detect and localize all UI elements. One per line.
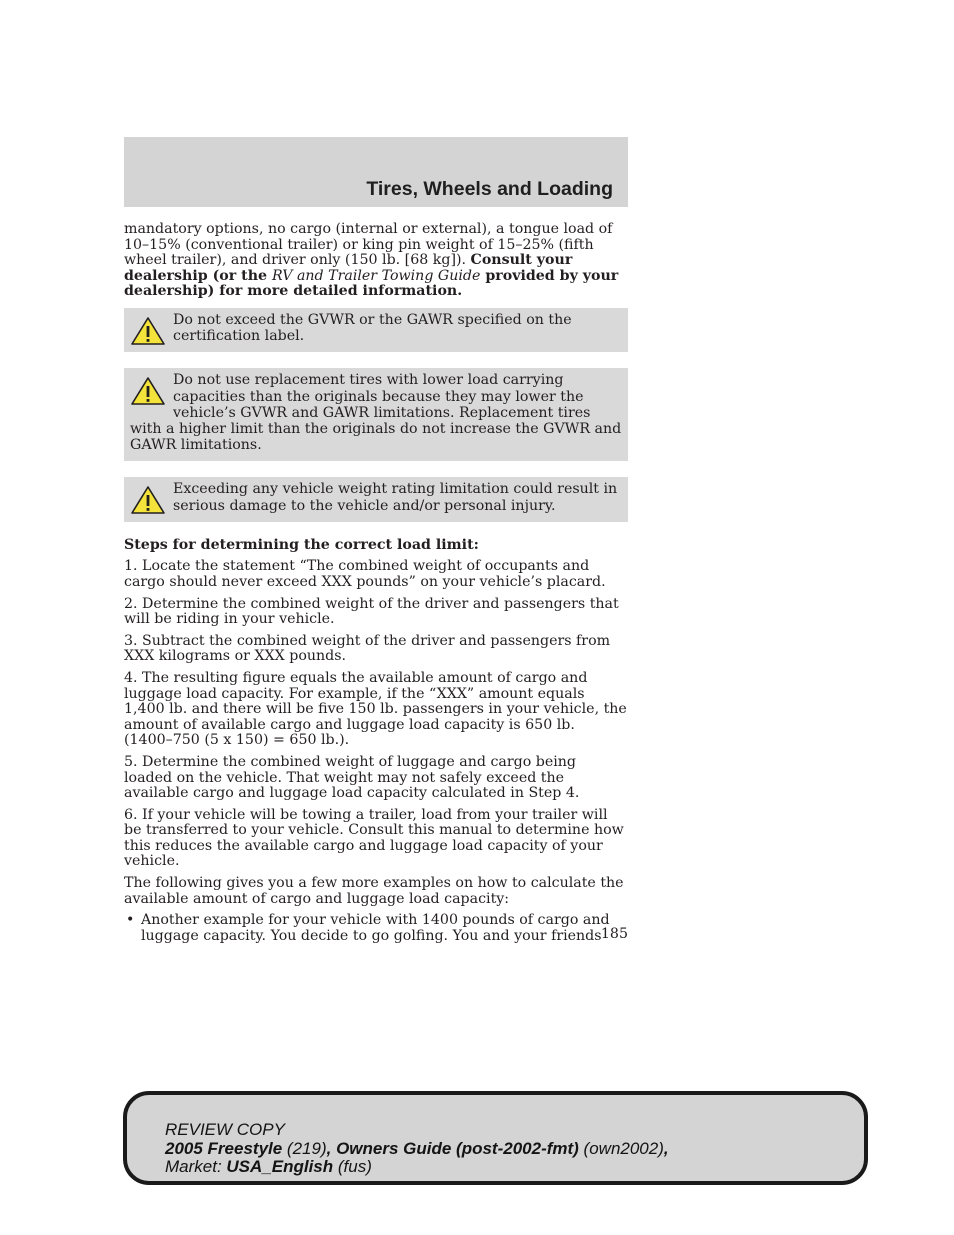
step-6: 6. If your vehicle will be towing a trailer, load from your trailer will be transferred to your vehicle. Consult this manual to determine how this reduces the available cargo and luggage load capacity of your vehicle. bbox=[124, 806, 624, 870]
section-header-band bbox=[124, 137, 628, 207]
review-copy-label: REVIEW COPY bbox=[165, 1120, 285, 1139]
step-4: 4. The resulting figure equals the available amount of cargo and luggage load capacity. For example, if the “XXX” amount equals 1,400 lb. and there will be five 150 lb. passengers in your vehicle, the amount of available cargo and luggage load capacity is 650 lb. (1400–750 (5 x 150) = 650 lb.). bbox=[124, 669, 627, 749]
footer-text bbox=[165, 1121, 669, 1177]
bullet-text: Another example for your vehicle with 1400 pounds of cargo and luggage capacity. You decide to go golfing. You and your friends bbox=[141, 912, 610, 944]
page-content bbox=[124, 222, 628, 950]
intro-bold-1: Consult your dealership (or the bbox=[124, 252, 573, 284]
footer-market: USA_English bbox=[226, 1157, 334, 1176]
warning-box-3 bbox=[124, 477, 628, 521]
footer-market-line bbox=[165, 1158, 669, 1177]
section-title: Tires, Wheels and Loading bbox=[366, 178, 613, 200]
warning-triangle-icon bbox=[130, 376, 166, 406]
step-3: 3. Subtract the combined weight of the driver and passengers from XXX kilograms or XXX pounds. bbox=[124, 632, 611, 665]
footer-market-code: (fus) bbox=[333, 1157, 372, 1176]
warning-text-1: Do not exceed the GVWR or the GAWR specified on the certification label. bbox=[173, 311, 572, 345]
bullet-marker: • bbox=[126, 912, 135, 929]
step-5: 5. Determine the combined weight of luggage and cargo being loaded on the vehicle. That weight may not safely exceed the available cargo and luggage load capacity calculated in Step 4. bbox=[124, 753, 580, 802]
examples-intro: The following gives you a few more examples on how to calculate the available amount of cargo and luggage load capacity: bbox=[124, 875, 624, 907]
footer-market-label: Market: bbox=[165, 1157, 227, 1176]
towing-guide-title: RV and Trailer Towing Guide bbox=[272, 267, 481, 284]
footer-guide-code: (own2002) bbox=[578, 1138, 664, 1158]
intro-paragraph bbox=[124, 222, 628, 300]
warning-triangle-icon bbox=[130, 316, 166, 346]
footer-model-line bbox=[165, 1140, 669, 1159]
footer-model: 2005 Freestyle bbox=[165, 1138, 283, 1158]
review-footer-box bbox=[123, 1091, 868, 1185]
step-2: 2. Determine the combined weight of the driver and passengers that will be riding in your vehicle. bbox=[124, 595, 619, 628]
footer-guide: , Owners Guide (post-2002-fmt) bbox=[326, 1138, 579, 1158]
warning-text-3: Exceeding any vehicle weight rating limitation could result in serious damage to the vehicle and/or personal injury. bbox=[173, 481, 618, 514]
intro-bold-2: provided by your dealership) for more detailed information. bbox=[124, 267, 619, 300]
steps-heading: Steps for determining the correct load limit: bbox=[124, 536, 479, 553]
page-number: 185 bbox=[600, 926, 628, 942]
step-1: 1. Locate the statement “The combined weight of occupants and cargo should never exceed XXX pounds” on your vehicle’s placard. bbox=[124, 558, 606, 590]
warning-triangle-icon bbox=[130, 485, 166, 515]
warning-text-2: Do not use replacement tires with lower load carrying capacities than the originals because they may lower the vehicle’s GVWR and GAWR limitations. Replacement tires with a higher limit than the originals do not increase the GVWR and GAWR limitations. bbox=[130, 372, 622, 454]
intro-text: mandatory options, no cargo (internal or external), a tongue load of 10–15% (conventional trailer) or king pin weight of 15–25% (fifth wheel trailer), and driver only (150 lb. [68 kg]). bbox=[124, 221, 613, 269]
bullet-item bbox=[124, 913, 628, 944]
footer-model-code: (219) bbox=[282, 1138, 327, 1158]
footer-comma: , bbox=[663, 1138, 669, 1158]
warning-box-2 bbox=[124, 368, 628, 461]
warning-box-1 bbox=[124, 308, 628, 352]
